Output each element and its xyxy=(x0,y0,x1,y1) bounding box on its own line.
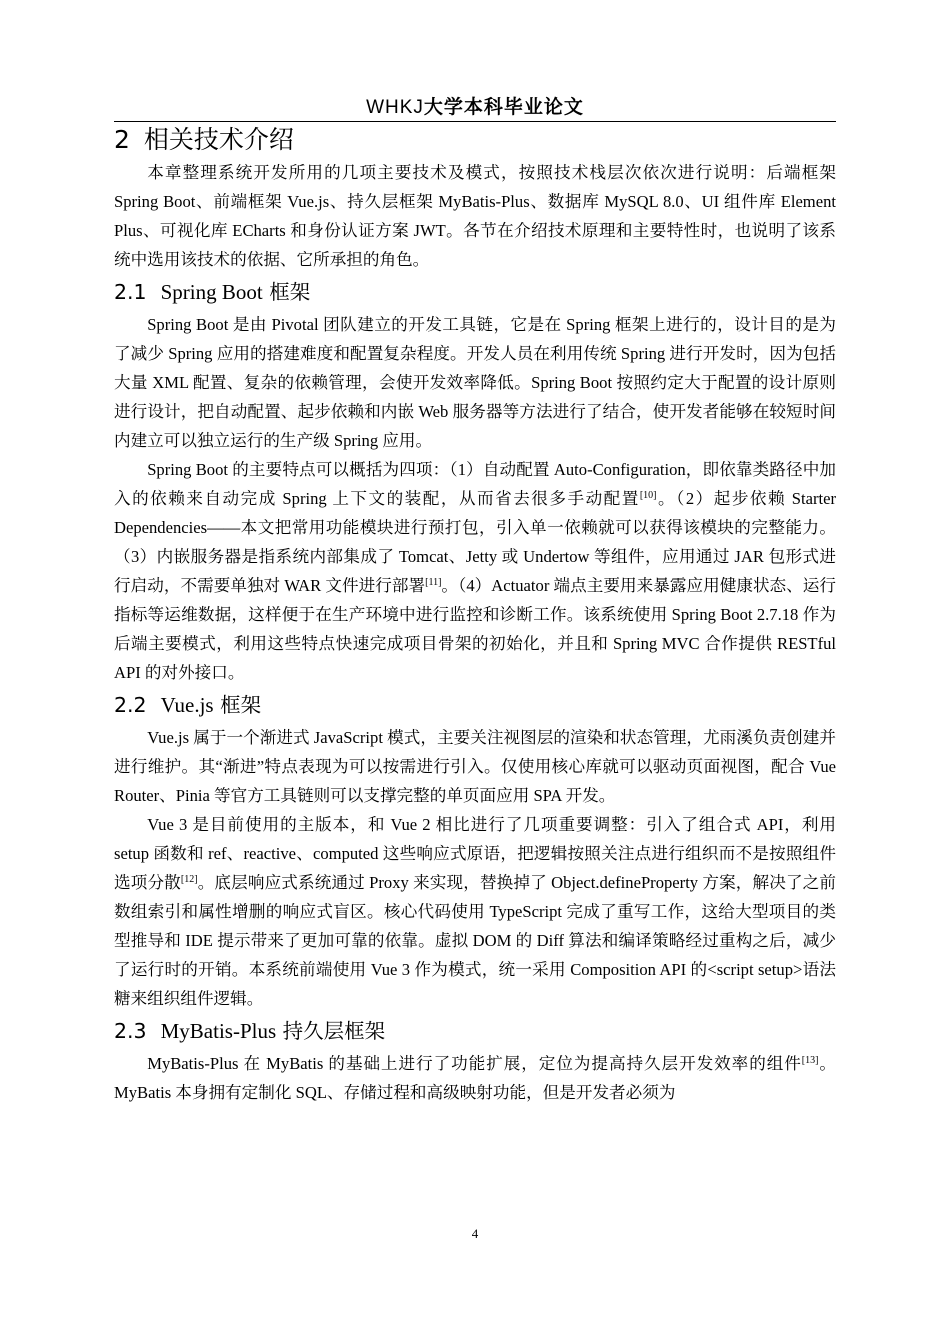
section-number: 2.2 xyxy=(114,693,147,717)
section-title-en: MyBatis-Plus xyxy=(160,1019,277,1043)
chapter-intro-paragraph: 本章整理系统开发所用的几项主要技术及模式，按照技术栈层次依次进行说明：后端框架 Spring Boot、前端框架 Vue.js、持久层框架 MyBatis-Plus、数据库 MySQL 8.0、UI 组件库 Element Plus、可视化库 ECharts 和身份认证方案 JWT。各节在介绍技术原理和主要特性时，也说明了该系统中选用该技术的依据、它所承担的角色。 xyxy=(114,163,836,269)
header-title: 大学本科毕业论文 xyxy=(423,96,584,118)
paragraph-text: 。（2）起步依赖 Starter Dependencies——本文把常用功能模块进行预打包，引入单一依赖就可以获得该模块的完整能力。（3）内嵌服务器是指系统内部集成了 Tomcat、Jetty 或 Undertow 等组件，应用通过 JAR 包形式进行启动，不需要单独对 WAR 文件进行部署 xyxy=(114,489,836,595)
chapter-heading xyxy=(114,122,836,158)
section-number: 2.1 xyxy=(114,280,147,304)
citation-10: [10] xyxy=(639,490,657,501)
section-title-zh: 持久层框架 xyxy=(282,1019,386,1043)
page-number: 4 xyxy=(471,1226,479,1241)
paragraph-text: MyBatis-Plus 在 MyBatis 的基础上进行了功能扩展，定位为提高持久层开发效率的组件 xyxy=(147,1054,802,1073)
running-header xyxy=(114,94,836,122)
section-title-zh: 框架 xyxy=(220,693,262,717)
page-content xyxy=(114,122,836,1107)
section-title-zh: 框架 xyxy=(269,280,311,304)
section-heading-2-1 xyxy=(114,274,836,310)
section-2-1-paragraph-2 xyxy=(114,455,836,687)
paragraph-text: 。（4）Actuator 端点主要用来暴露应用健康状态、运行指标等运维数据，这样便于在生产环境中进行监控和诊断工作。该系统使用 Spring Boot 2.7.18 作为后端主要模式，利用这些特点快速完成项目骨架的初始化，并且和 Spring MVC 合作提供 RESTful API 的对外接口。 xyxy=(114,576,837,682)
section-2-1-paragraph-1: Spring Boot 是由 Pivotal 团队建立的开发工具链，它是在 Spring 框架上进行的，设计目的是为了减少 Spring 应用的搭建难度和配置复杂程度。开发人员在利用传统 Spring 进行开发时，因为包括大量 XML 配置、复杂的依赖管理，会使开发效率降低。Spring Boot 按照约定大于配置的设计原则进行设计，把自动配置、起步依赖和内嵌 Web 服务器等方法进行了结合，使开发者能够在较短时间内建立可以独立运行的生产级 Spring 应用。 xyxy=(114,315,836,450)
section-heading-2-2 xyxy=(114,687,836,723)
chapter-title: 相关技术介绍 xyxy=(143,125,294,154)
section-title-en: Vue.js xyxy=(160,693,214,717)
paragraph-text: Vue 3 是目前使用的主版本，和 Vue 2 相比进行了几项重要调整：引入了组合式 API，利用 setup 函数和 ref、reactive、computed 这些响应式原语，把逻辑按照关注点进行组织而不是按照组件选项分散 xyxy=(114,815,836,892)
section-2-2-paragraph-2 xyxy=(114,810,836,1013)
citation-12: [12] xyxy=(180,874,198,885)
section-title-en: Spring Boot xyxy=(160,280,263,304)
section-heading-2-3 xyxy=(114,1013,836,1049)
paragraph-text: 。底层响应式系统通过 Proxy 来实现，替换掉了 Object.defineProperty 方案，解决了之前数组索引和属性增删的响应式盲区。核心代码使用 TypeScript 完成了重写工作，这给大型项目的类型推导和 IDE 提示带来了更加可靠的依靠。虚拟 DOM 的 Diff 算法和编译策略经过重构之后，减少了运行时的开销。本系统前端使用 Vue 3 作为模式，统一采用 Composition API 的<script setup>语法糖来组织组件逻辑。 xyxy=(114,873,837,1008)
citation-13: [13] xyxy=(801,1055,819,1066)
chapter-number: 2 xyxy=(114,125,130,154)
section-2-2-paragraph-1: Vue.js 属于一个渐进式 JavaScript 模式，主要关注视图层的渲染和状态管理，尤雨溪负责创建并进行维护。其“渐进”特点表现为可以按需进行引入。仅使用核心库就可以驱动页面视图，配合 Vue Router、Pinia 等官方工具链则可以支撑完整的单页面应用 SPA 开发。 xyxy=(114,728,836,805)
citation-11: [11] xyxy=(425,577,442,588)
paragraph-text: Spring Boot 的主要特点可以概括为四项：（1）自动配置 Auto-Configuration，即依靠类路径中加入的依赖来自动完成 Spring 上下文的装配，从而省去很多手动配置 xyxy=(114,460,836,508)
paragraph-text: 。MyBatis 本身拥有定制化 SQL、存储过程和高级映射功能，但是开发者必须为 xyxy=(114,1054,837,1102)
header-school: WHKJ xyxy=(366,97,424,118)
section-2-3-paragraph-1 xyxy=(114,1049,836,1107)
section-number: 2.3 xyxy=(114,1019,147,1043)
